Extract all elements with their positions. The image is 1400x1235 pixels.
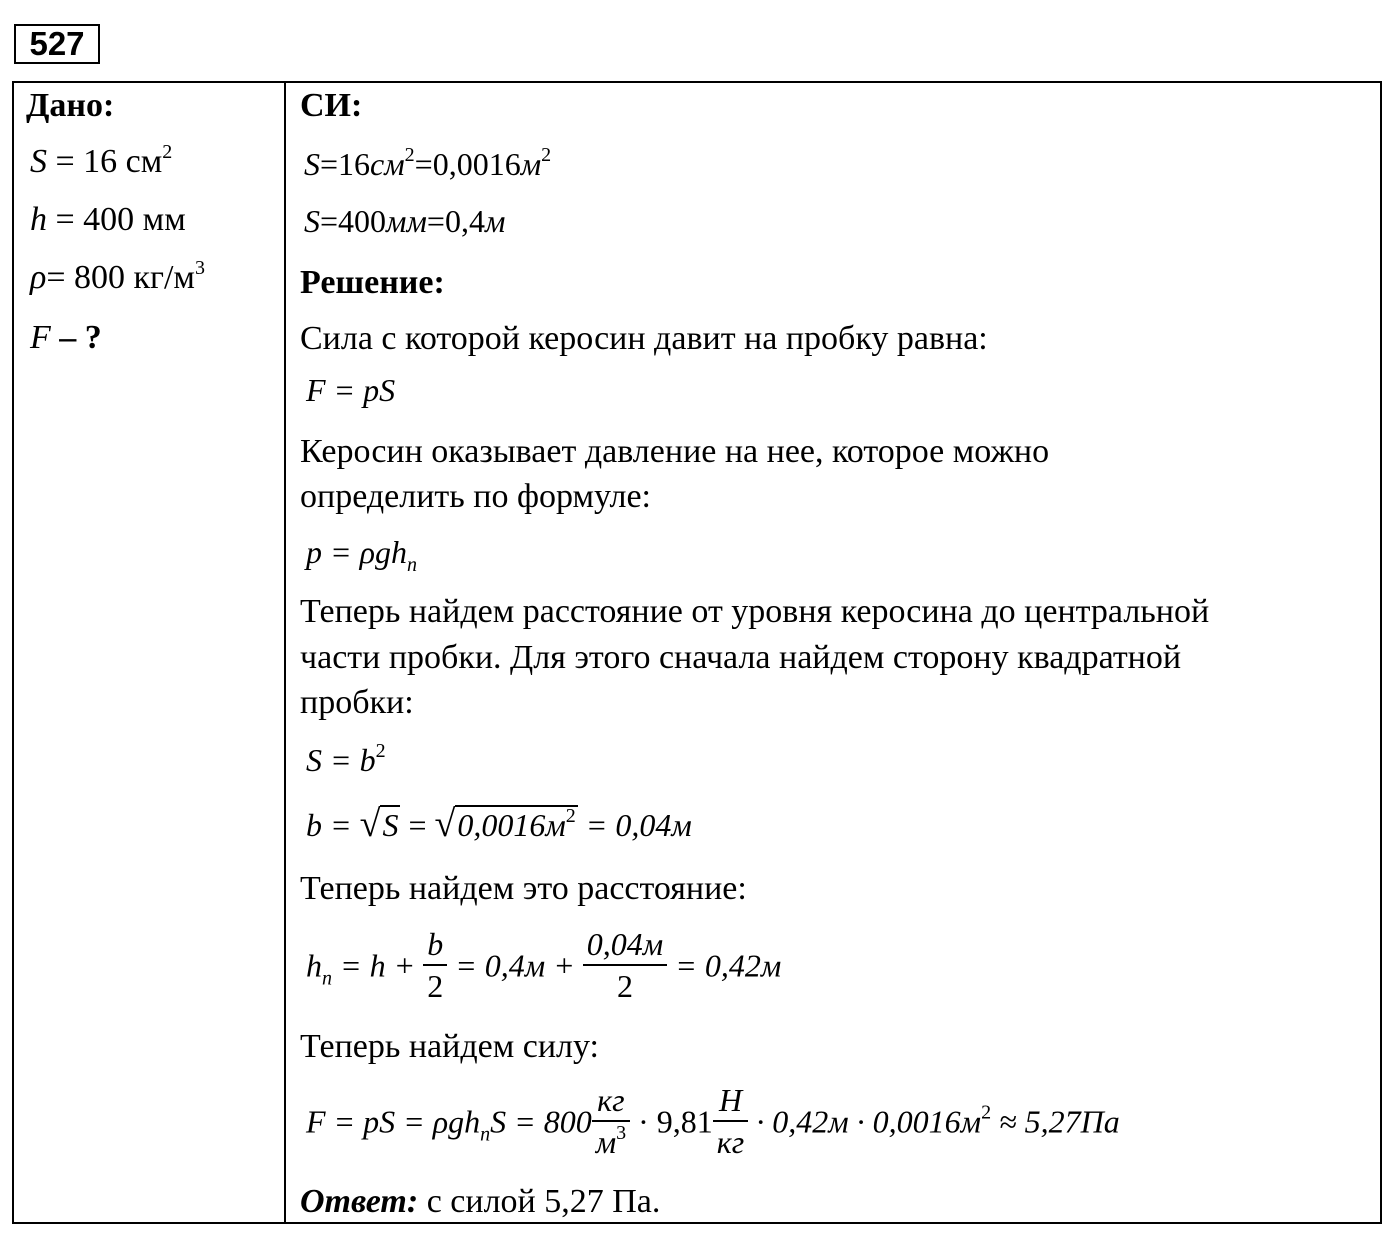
formula-final-force: F = pS = ρgh$_n$S = 800 $\frac{кг}{м^3}$ · 9,81 $\frac{H}{кг}$ · $0,42м \cdot 0,0016м^2 \approx 5,27Па$ (306, 1082, 1120, 1160)
solution-text-3c: пробки: (300, 684, 414, 721)
formula-pressure: p = ρgh$_n$ (306, 534, 417, 576)
formula-side: $b = √S = √0,0016м^2 = 0,04м$ (306, 803, 692, 845)
solution-heading: Решение: (300, 264, 445, 301)
given-height: h = 400 мм (30, 201, 186, 238)
given-heading: Дано: (26, 87, 115, 124)
si-line-area: $S=16см^2=0,0016м^2$ (304, 144, 552, 182)
column-divider (284, 81, 286, 1224)
solution-text-3b: части пробки. Для этого сначала найдем сторону квадратной (300, 639, 1182, 676)
answer-line: Ответ: с силой 5,27 Па. (300, 1183, 661, 1220)
formula-distance: $h_n = h$ + $\frac{b}{2}$ = 0,4м + $\frac{0,04м}{2}$ = 0,42м (306, 926, 782, 1004)
solution-text-2b: определить по формуле: (300, 478, 651, 515)
solution-text-4: Теперь найдем это расстояние: (300, 870, 747, 907)
given-unknown: F – ? (30, 319, 102, 356)
formula-force: F = pS (306, 372, 396, 408)
given-area: S = 16 $см^2$ (30, 141, 173, 180)
formula-square: $S = b^2$ (306, 740, 386, 778)
si-heading: СИ: (300, 87, 363, 124)
solution-text-2a: Керосин оказывает давление на нее, которое можно (300, 433, 1050, 470)
solution-text-1: Сила с которой керосин давит на пробку равна: (300, 320, 988, 357)
solution-text-5: Теперь найдем силу: (300, 1028, 599, 1065)
problem-number: 527 (14, 24, 100, 64)
given-density: ρ= 800 $кг/м^3$ (30, 257, 205, 296)
solution-text-3a: Теперь найдем расстояние от уровня керосина до центральной (300, 593, 1210, 630)
si-line-height: S=400мм=0,4м (304, 203, 506, 239)
